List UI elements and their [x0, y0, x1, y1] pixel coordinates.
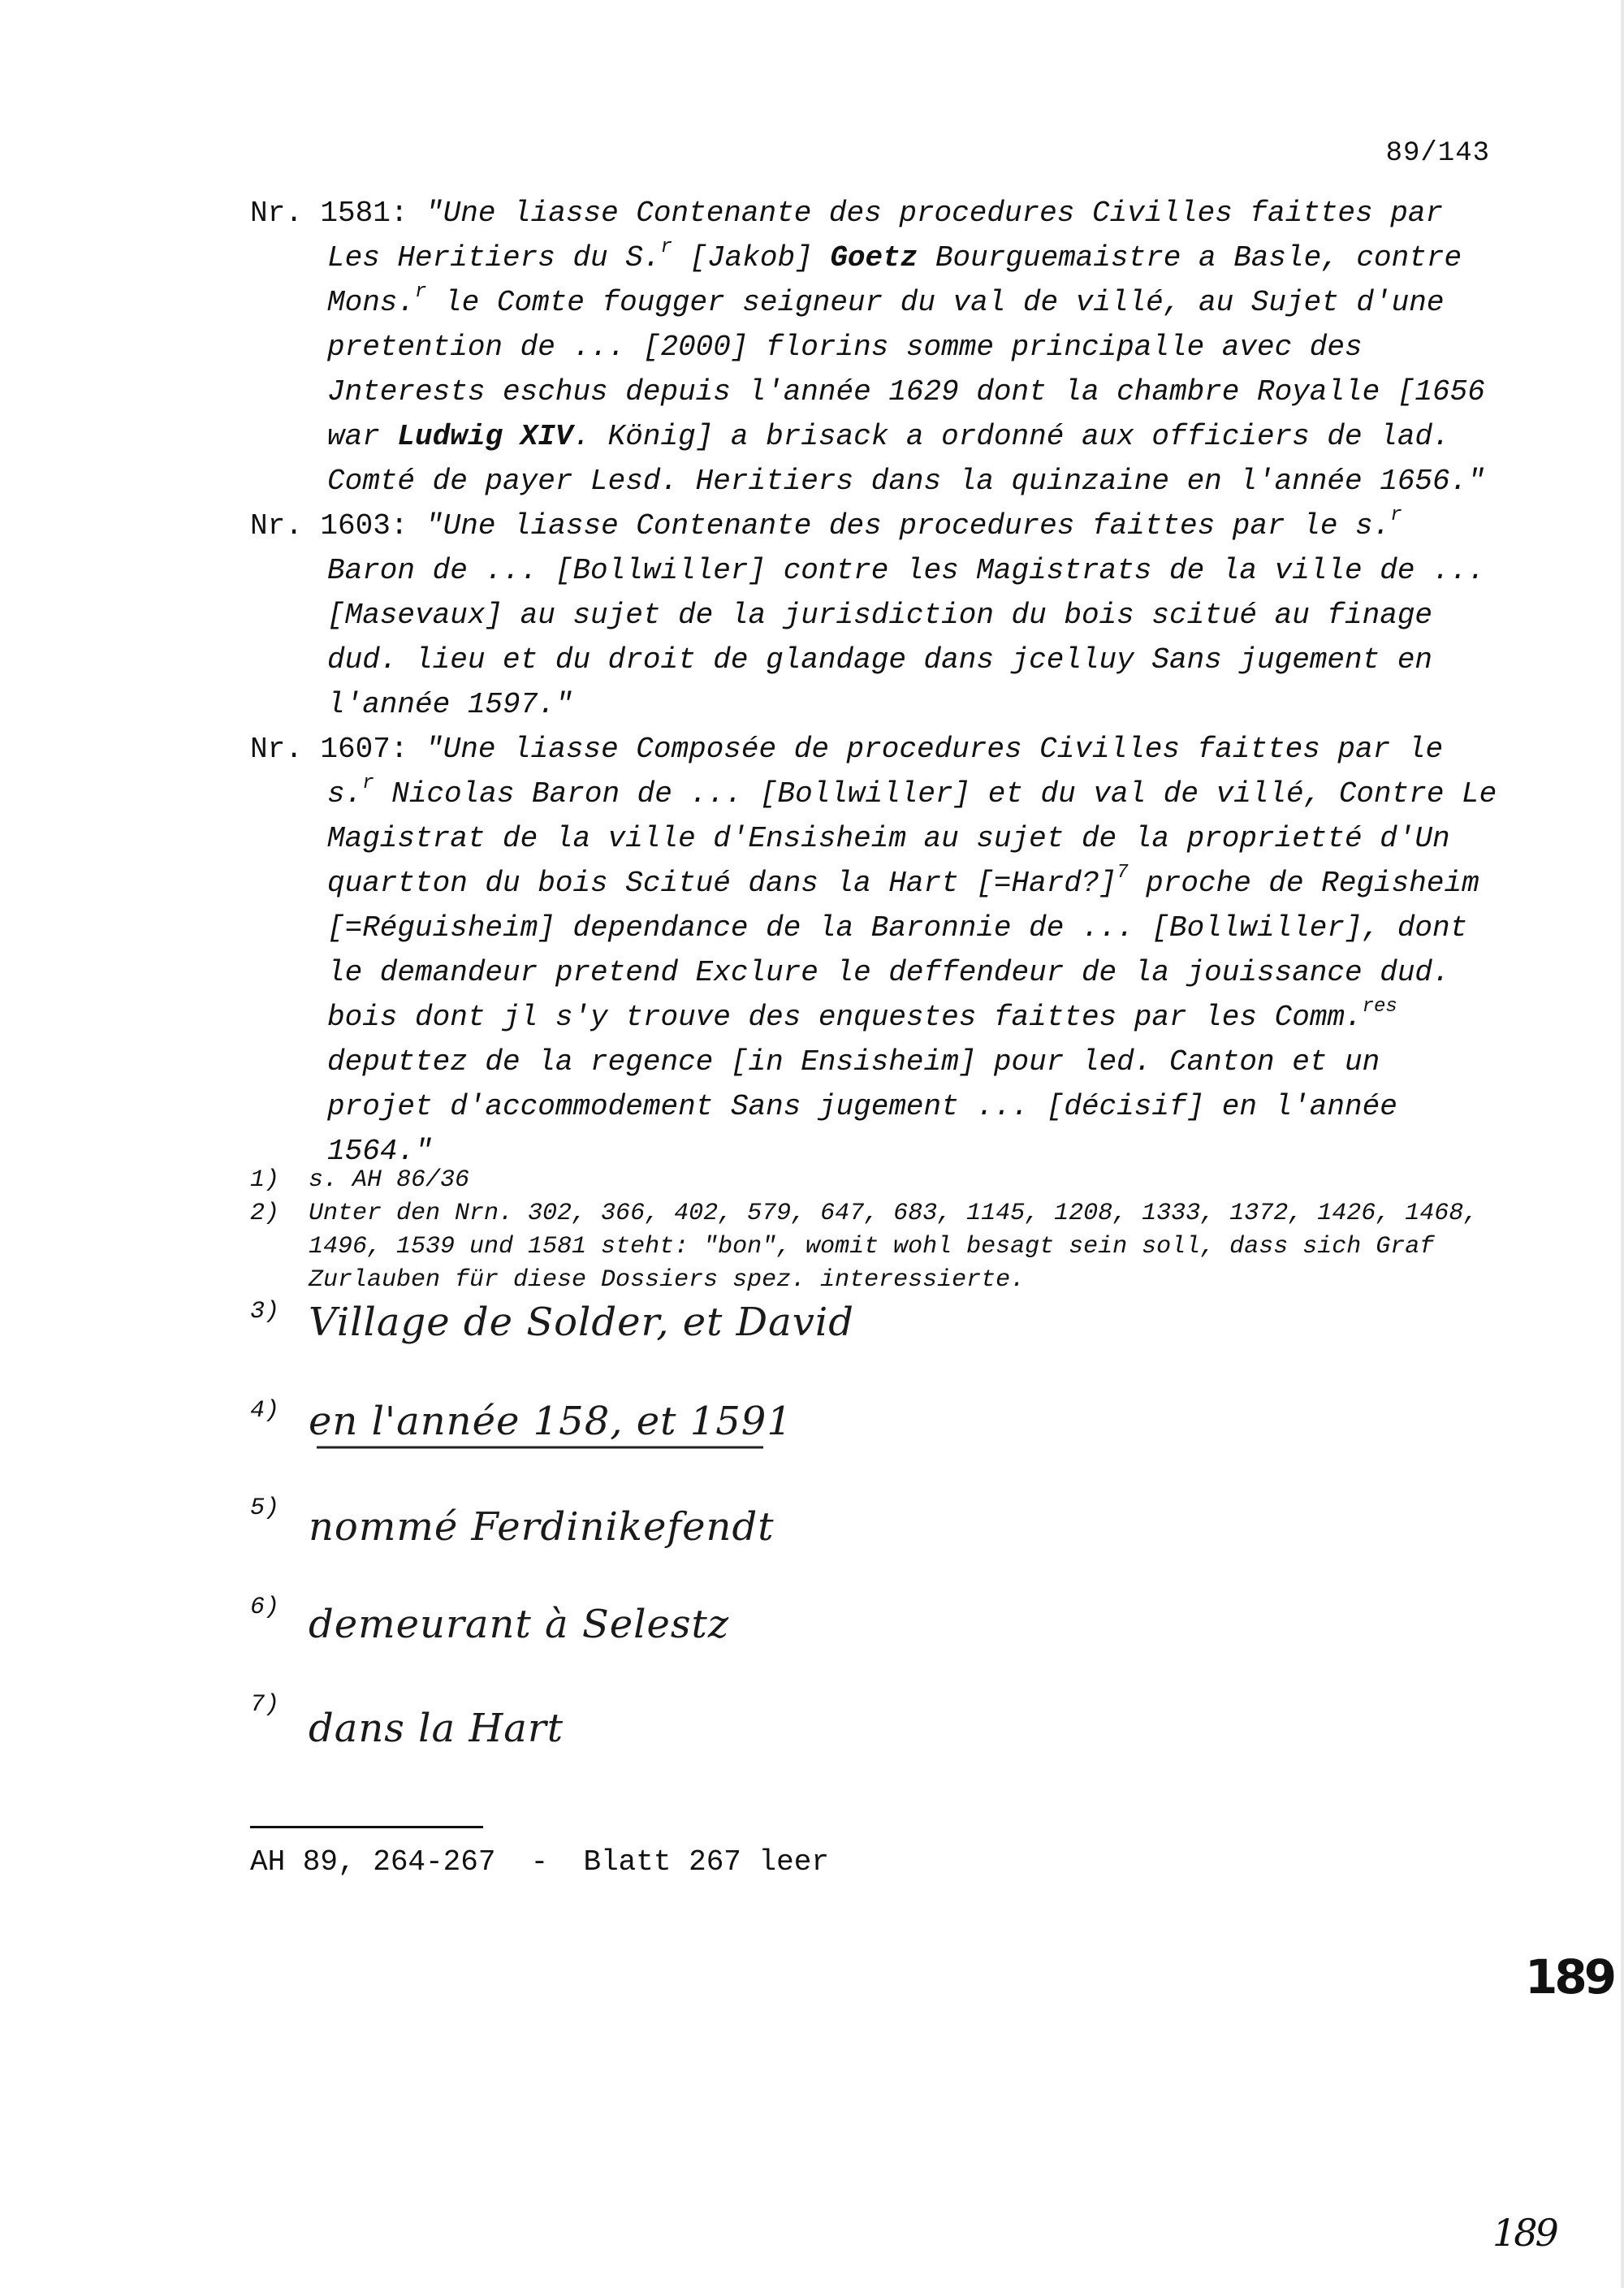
handwriting-image: dans la Hart: [309, 1706, 564, 1751]
footnotes: [250, 1164, 1517, 1297]
entry-1603: Nr. 1603: "Une liasse Contenante des procedures faittes par le s.$^r$ Baron de ... [Bollwiller] contre les Magistrats de la ville de ... [Masevaux] au sujet de la jurisdiction du bois scitué au finage dud. lieu et du droit de glandage dans jcelluy Sans jugement en l'année 1597.": [250, 504, 1485, 721]
folio-stamp: 189: [1525, 1949, 1614, 2005]
page-number: 89/143: [1385, 138, 1490, 169]
folio-stamp-handwritten: 189: [1492, 2211, 1557, 2255]
footnote: 1) s. AH 86/36: [250, 1166, 470, 1194]
handwriting-underline: [309, 1397, 796, 1454]
handwriting-image: Village de Solder, et David: [309, 1300, 854, 1345]
entry-number: Nr. 1581:: [250, 197, 408, 230]
entry-number: Nr. 1603:: [250, 509, 408, 543]
entry-number: Nr. 1607:: [250, 733, 408, 766]
entry-1607: Nr. 1607: "Une liasse Composée de procedures Civilles faittes par le s.$^r$ Nicolas Baron de ... [Bollwiller] et du val de villé, Contre Le Magistrat de la ville d'Ensisheim au sujet de la proprietté d'Un quartton du bois Scitué dans la Hart [=Hard?]$^7$ proche de Regisheim [=Réguisheim] dependance de la Baronnie de ... [Bollwiller], dont le demandeur pretend Exclure le deffendeur de la jouissance dud. bois dont jl s'y trouve des enquestes faittes par les Comm.$^{res}$ deputtez de la regence [in Ensisheim] pour led. Canton et un projet d'accommodement Sans jugement ... [décisif] en l'année 1564.": [250, 733, 1497, 1168]
scan-edge: [1621, 0, 1624, 2288]
footer-reference: AH 89, 264-267 - Blatt 267 leer: [250, 1845, 829, 1879]
handwriting-image: en l'année 158, et 1591: [309, 1399, 793, 1444]
entries-list: [250, 191, 1501, 1174]
footer-rule: [250, 1826, 483, 1828]
handwriting-image: nommé Ferdinikefendt: [309, 1504, 775, 1550]
handwriting-image: demeurant à Selestz: [309, 1602, 730, 1647]
entry-1581: Nr. 1581: "Une liasse Contenante des procedures Civilles faittes par Les Heritiers du S.$^r$ [Jakob] Goetz Bourguemaistre a Basle, contre Mons.$^r$ le Comte fougger seigneur du val de villé, au Sujet d'une pretention de ... [2000] florins somme principalle avec des Jnterests eschus depuis l'année 1629 dont la chambre Royalle [1656 war Ludwig XIV. König] a brisack a ordonné aux officiers de lad. Comté de payer Lesd. Heritiers dans la quinzaine en l'année 1656.": [250, 197, 1485, 498]
footnote: 2) Unter den Nrn. 302, 366, 402, 579, 647, 683, 1145, 1208, 1333, 1372, 1426, 1468, 1496, 1539 und 1581 steht: "bon", womit wohl besagt sein soll, dass sich Graf Zurlauben für diese Dossiers spez. interessierte.: [250, 1200, 1479, 1294]
